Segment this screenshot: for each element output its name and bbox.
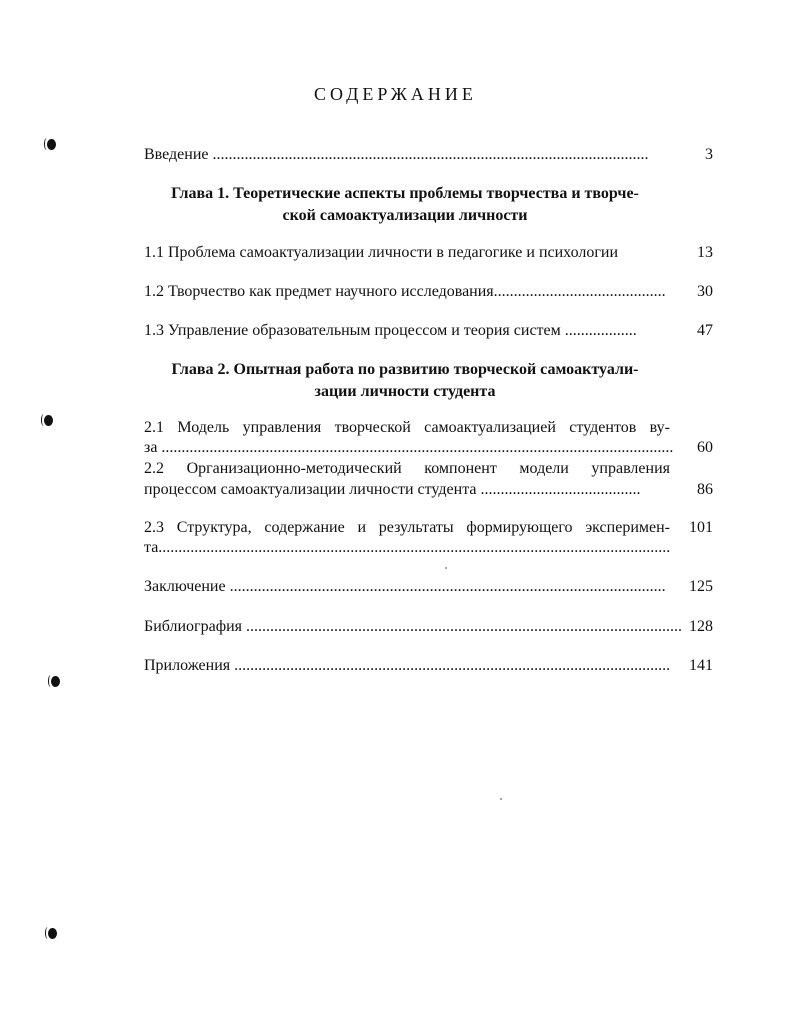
toc-entry-label: та: [144, 539, 159, 556]
toc-entry-label: 1.3 Управление образовательным процессом и теория систем: [144, 322, 561, 339]
leader-dots: ................................................................................................................................: [161, 439, 674, 456]
page-title: СОДЕРЖАНИЕ: [314, 84, 477, 104]
leader-dots: ........................................: [480, 481, 641, 498]
chapter-heading-line: Глава 1. Теоретические аспекты проблемы творчества и творче-: [171, 185, 639, 202]
scan-speck: [500, 798, 502, 800]
leader-dots: .............................................................................................................: [229, 578, 666, 595]
toc-entry-label: Библиография: [144, 618, 242, 635]
chapter-heading-line: Глава 2. Опытная работа по развитию творческой самоактуали-: [171, 361, 639, 378]
toc-page-number: 86: [697, 481, 713, 498]
chapter-2-heading[interactable]: [140, 359, 670, 403]
leader-dots: .............................................................................................................: [246, 618, 682, 635]
chapter-heading-line: зации личности студента: [314, 383, 496, 400]
binder-hole-mark: [51, 676, 60, 687]
toc-entry-2-3[interactable]: [144, 518, 670, 538]
toc-entry-label: 2.2 Организационно-методический компонент модели управления: [144, 460, 670, 477]
leader-dots: ..................: [564, 322, 637, 339]
toc-page-number: 60: [697, 439, 713, 456]
toc-entry-label: 1.1 Проблема самоактуализации личности в педагогике и психологии: [144, 244, 619, 261]
toc-page-number: 128: [689, 618, 713, 635]
toc-page-number: 125: [689, 578, 713, 595]
toc-entry-2-1[interactable]: [144, 418, 670, 438]
binder-hole-mark: [48, 928, 57, 939]
toc-entry-1-2[interactable]: [144, 282, 666, 302]
leader-dots: ...........................................: [493, 283, 666, 300]
leader-dots: .............................................................................................................: [212, 146, 649, 163]
toc-page-number: 101: [689, 519, 713, 536]
binder-hole-mark: [47, 139, 56, 150]
toc-entry-appendices[interactable]: [144, 656, 671, 676]
leader-dots: .............................................................................................................: [234, 657, 671, 674]
leader-dots: ................................................................................................................................: [158, 539, 671, 556]
chapter-1-heading[interactable]: [140, 183, 670, 227]
toc-entry-label: Заключение: [144, 578, 226, 595]
chapter-heading-line: ской самоактуализации личности: [282, 207, 528, 224]
toc-entry-label: Приложения: [144, 657, 231, 674]
toc-entry-label: 2.1 Модель управления творческой самоактуализацией студентов ву-: [144, 419, 670, 436]
toc-entry-bibliography[interactable]: [144, 617, 682, 637]
toc-entry-2-2-continuation[interactable]: [144, 480, 641, 500]
toc-entry-label: за: [144, 439, 158, 456]
toc-page-number: 3: [705, 146, 713, 163]
toc-entry-conclusion[interactable]: [144, 577, 666, 597]
toc-entry-2-2[interactable]: [144, 459, 670, 479]
toc-entry-label: 1.2 Творчество как предмет научного исследования: [144, 283, 494, 300]
toc-page-number: 47: [697, 322, 713, 339]
toc-entry-label: процессом самоактуализации личности студента: [144, 481, 477, 498]
toc-entry-label: 2.3 Структура, содержание и результаты формирующего эксперимен-: [144, 519, 670, 536]
scan-speck: [445, 567, 447, 569]
toc-entry-1-1[interactable]: [144, 243, 618, 263]
toc-entry-2-3-continuation[interactable]: [144, 538, 671, 558]
toc-page-number: 141: [689, 657, 713, 674]
toc-entry-2-1-continuation[interactable]: [144, 438, 674, 458]
toc-entry-label: Введение: [144, 146, 209, 163]
toc-entry-1-3[interactable]: [144, 321, 637, 341]
toc-page-number: 13: [697, 244, 713, 261]
toc-page-number: 30: [697, 283, 713, 300]
toc-entry-intro[interactable]: [144, 145, 658, 165]
binder-hole-mark: [44, 415, 53, 426]
